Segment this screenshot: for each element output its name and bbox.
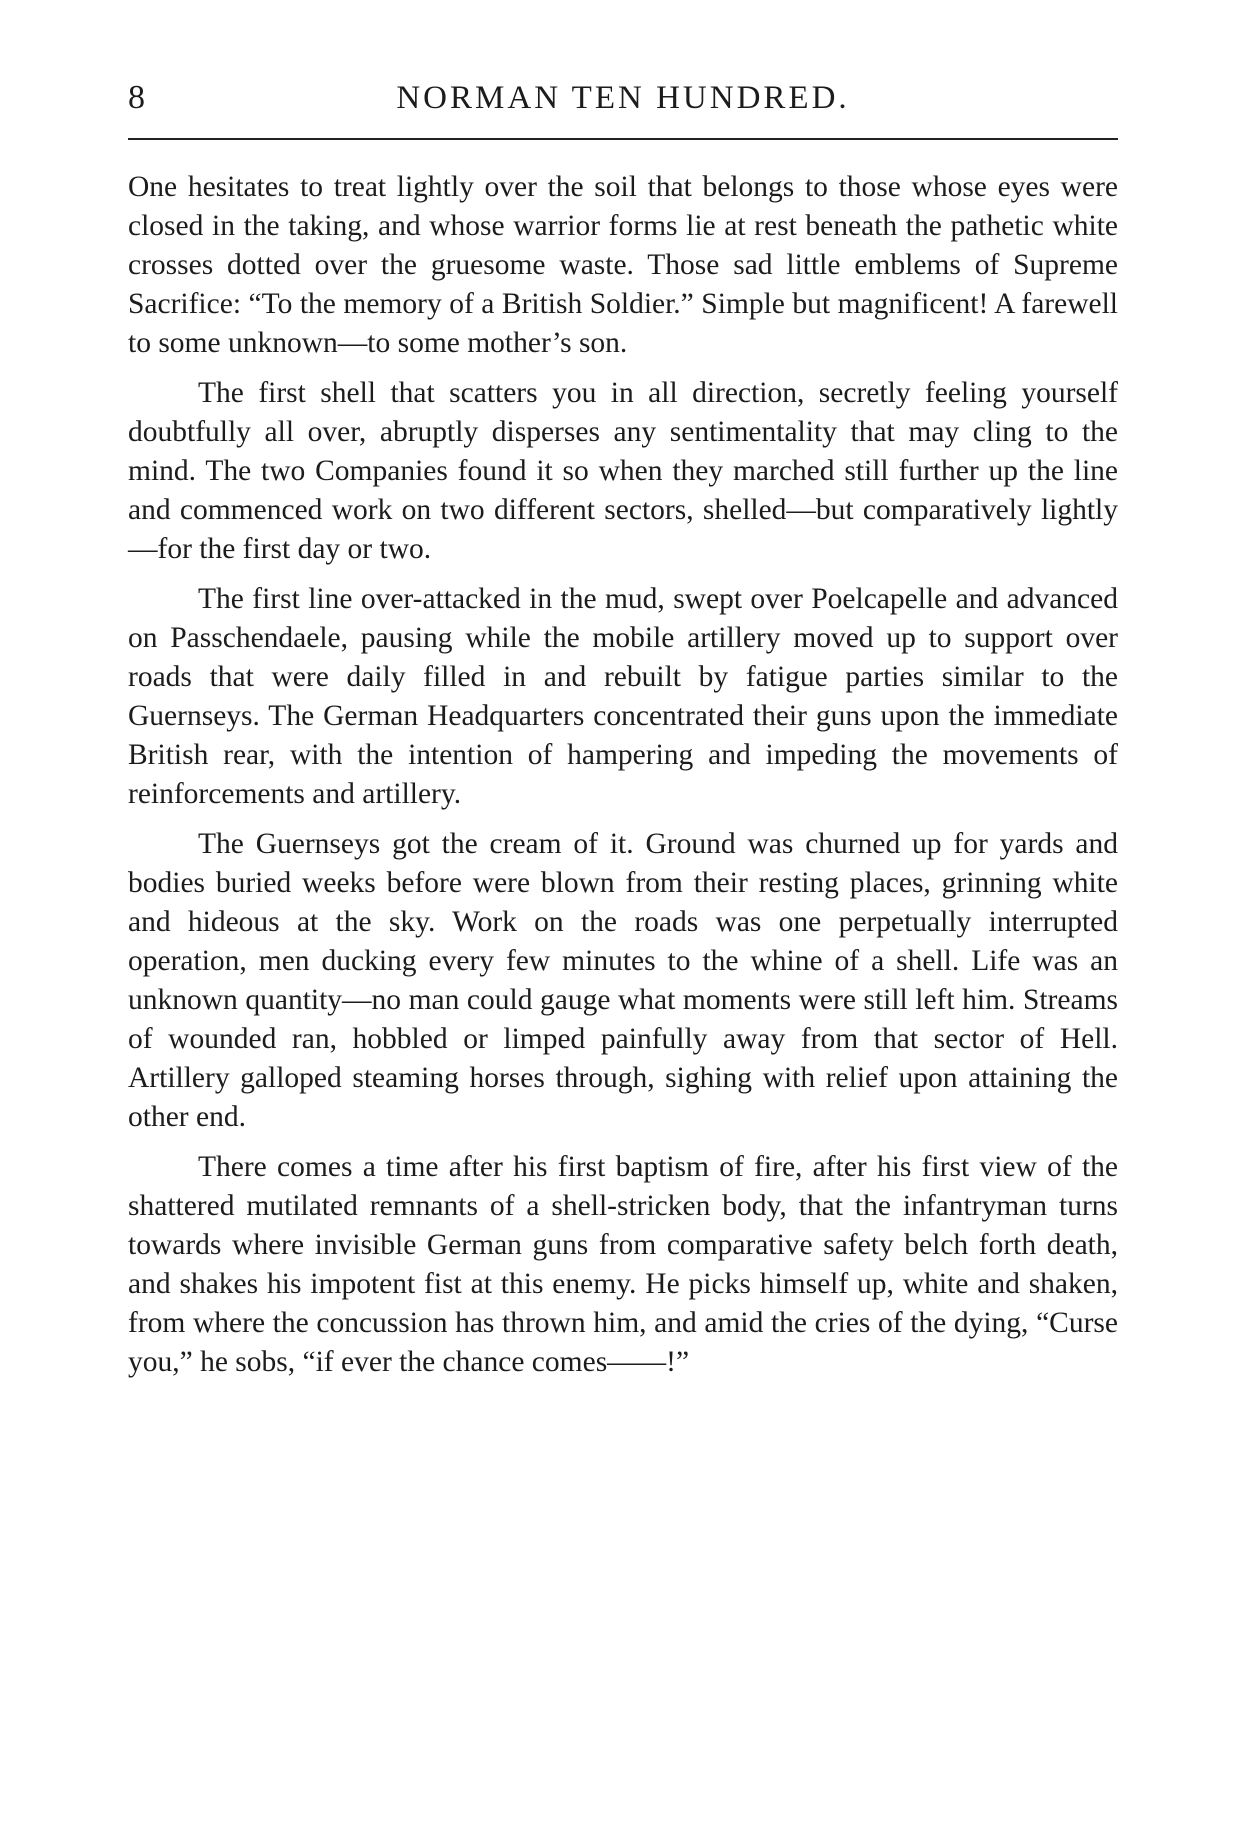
paragraph-1: One hesitates to treat lightly over the soil that belongs to those whose eyes were closed in the taking, and whose warrior forms lie at rest beneath the pathetic white crosses dotted over the gruesome waste. Those sad little emblems of Supreme Sacrifice: “To the memory of a British Soldier.” Simple but magnificent! A farewell to some unknown—to some mother’s son. [128,171,1118,359]
paragraph-5: There comes a time after his first baptism of fire, after his first view of the shattered mutilated remnants of a shell-stricken body, that the infantryman turns towards where invisible German guns from comparative safety belch forth death, and shakes his impotent fist at this enemy. He picks himself up, white and shaken, from where the concussion has thrown him, and amid the cries of the dying, “Curse you,” he sobs, “if ever the chance comes——!” [128,1151,1118,1378]
header-rule [128,138,1118,140]
paragraph-3: The first line over-attacked in the mud, swept over Poelcapelle and advanced on Passchendaele, pausing while the mobile artillery moved up to support over roads that were daily filled in and rebuilt by fatigue parties similar to the Guernseys. The German Headquarters concentrated their guns upon the immediate British rear, with the intention of hampering and impeding the movements of reinforcements and artillery. [128,583,1118,810]
body-text [128,168,1118,1393]
running-title: NORMAN TEN HUNDRED. [396,80,850,116]
paragraph-2: The first shell that scatters you in all direction, secretly feeling yourself doubtfully all over, abruptly disperses any sentimentality that may cling to the mind. The two Companies found it so when they marched still further up the line and commenced work on two different sectors, shelled—but comparatively lightly—for the first day or two. [128,377,1118,565]
paragraph-4: The Guernseys got the cream of it. Ground was churned up for yards and bodies buried weeks before were blown from their resting places, grinning white and hideous at the sky. Work on the roads was one perpetually interrupted operation, men ducking every few minutes to the whine of a shell. Life was an unknown quantity—no man could gauge what moments were still left him. Streams of wounded ran, hobbled or limped painfully away from that sector of Hell. Artillery galloped steaming horses through, sighing with relief upon attaining the other end. [128,828,1118,1133]
page-number: 8 [128,79,146,116]
page-header [128,78,1118,128]
